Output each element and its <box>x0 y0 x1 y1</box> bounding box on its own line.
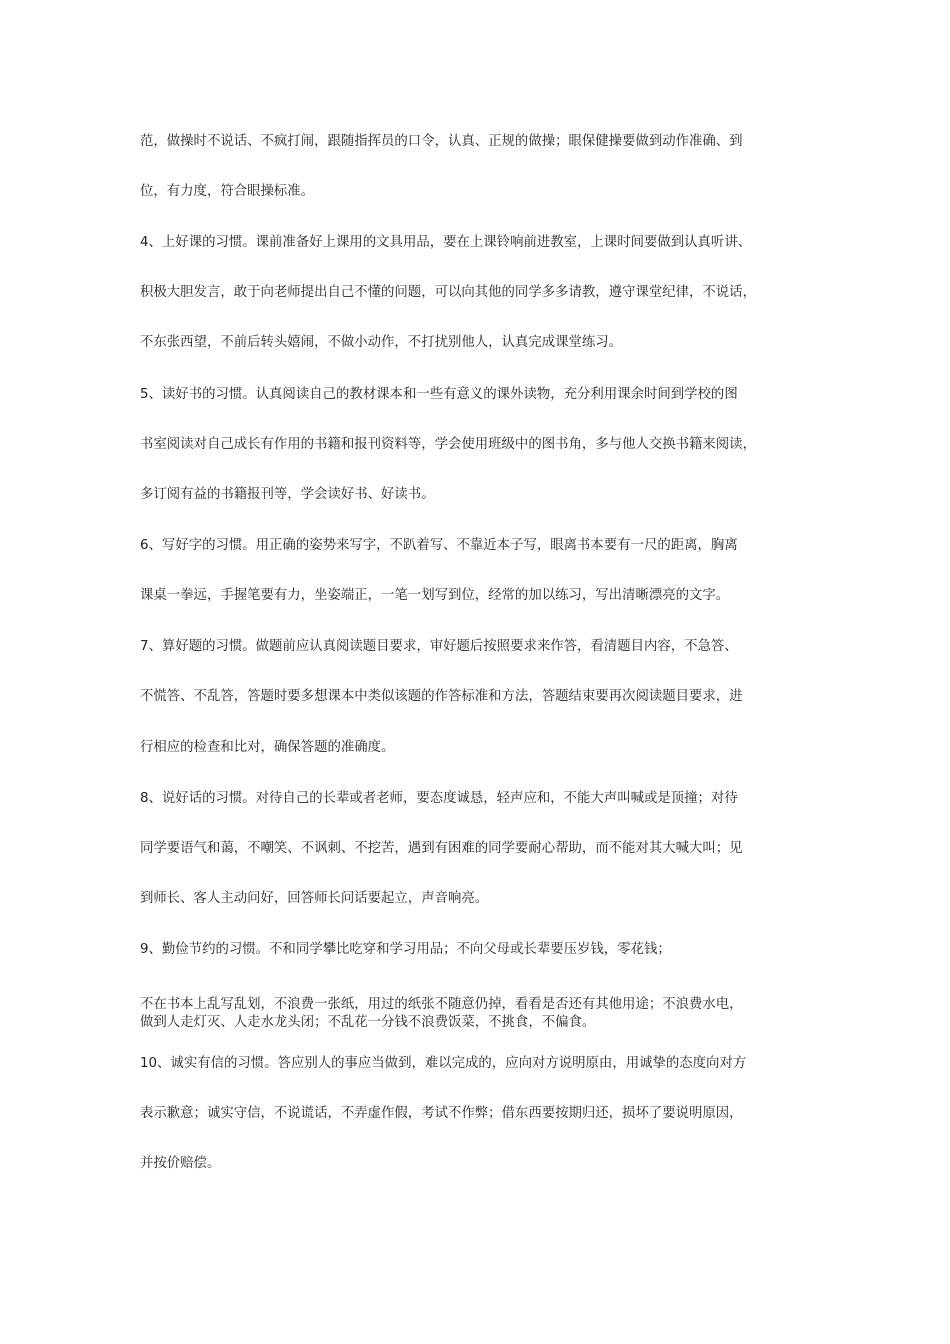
paragraph-line: 位，有力度，符合眼操标准。 <box>140 184 315 199</box>
paragraph-line: 同学要语气和蔼，不嘲笑、不讽刺、不挖苦，遇到有困难的同学要耐心帮助，而不能对其大喊大叫；见 <box>140 841 743 856</box>
paragraph-line: 书室阅读对自己成长有作用的书籍和报刊资料等，学会使用班级中的图书角，多与他人交换书籍来阅读， <box>140 437 756 452</box>
paragraph-line: 4、上好课的习惯。课前准备好上课用的文具用品，要在上课铃响前进教室，上课时间要做到认真听讲、 <box>140 235 752 250</box>
paragraph-line: 不东张西望，不前后转头嬉闹，不做小动作，不打扰别他人，认真完成课堂练习。 <box>140 335 623 350</box>
paragraph-line: 课桌一拳远，手握笔要有力，坐姿端正，一笔一划写到位，经常的加以练习，写出清晰漂亮的文字。 <box>140 588 730 603</box>
paragraph-line: 并按价赔偿。 <box>140 1156 221 1171</box>
paragraph-block <box>140 996 830 1032</box>
paragraph-line: 范，做操时不说话、不疯打闹，跟随指挥员的口令，认真、正规的做操；眼保健操要做到动作准确、到 <box>140 134 743 149</box>
paragraph-line: 表示歉意；诚实守信，不说谎话，不弄虚作假，考试不作弊；借东西要按期归还，损坏了要说明原因， <box>140 1106 743 1121</box>
paragraph-line: 到师长、客人主动问好，回答师长问话要起立，声音响亮。 <box>140 891 489 906</box>
paragraph-line: 10、诚实有信的习惯。答应别人的事应当做到，难以完成的，应向对方说明原由，用诚挚的态度向对方 <box>140 1056 747 1071</box>
paragraph-line: 不在书本上乱写乱划，不浪费一张纸，用过的纸张不随意仍掉，看看是否还有其他用途；不浪费水电， <box>140 997 743 1012</box>
paragraph-line: 7、算好题的习惯。做题前应认真阅读题目要求，审好题后按照要求来作答，看清题目内容，不急答、 <box>140 639 738 654</box>
paragraph-line: 5、读好书的习惯。认真阅读自己的教材课本和一些有意义的课外读物，充分利用课余时间到学校的图 <box>140 387 738 402</box>
paragraph-line: 9、勤俭节约的习惯。不和同学攀比吃穿和学习用品；不向父母或长辈要压岁钱，零花钱； <box>140 942 671 957</box>
paragraph-line: 积极大胆发言，敢于向老师提出自己不懂的问题，可以向其他的同学多多请教，遵守课堂纪律，不说话， <box>140 285 756 300</box>
paragraph-line: 8、说好话的习惯。对待自己的长辈或者老师，要态度诚恳，轻声应和，不能大声叫喊或是顶撞；对待 <box>140 791 738 806</box>
paragraph-line: 做到人走灯灭、人走水龙头闭；不乱花一分钱不浪费饭菜，不挑食，不偏食。 <box>140 1015 596 1030</box>
paragraph-line: 行相应的检查和比对，确保答题的准确度。 <box>140 740 395 755</box>
paragraph-line: 不慌答、不乱答，答题时要多想课本中类似该题的作答标准和方法，答题结束要再次阅读题目要求，进 <box>140 689 743 704</box>
paragraph-line: 6、写好字的习惯。用正确的姿势来写字，不趴着写、不靠近本子写，眼离书本要有一尺的距离，胸离 <box>140 538 738 553</box>
paragraph-line: 多订阅有益的书籍报刊等，学会读好书、好读书。 <box>140 487 435 502</box>
